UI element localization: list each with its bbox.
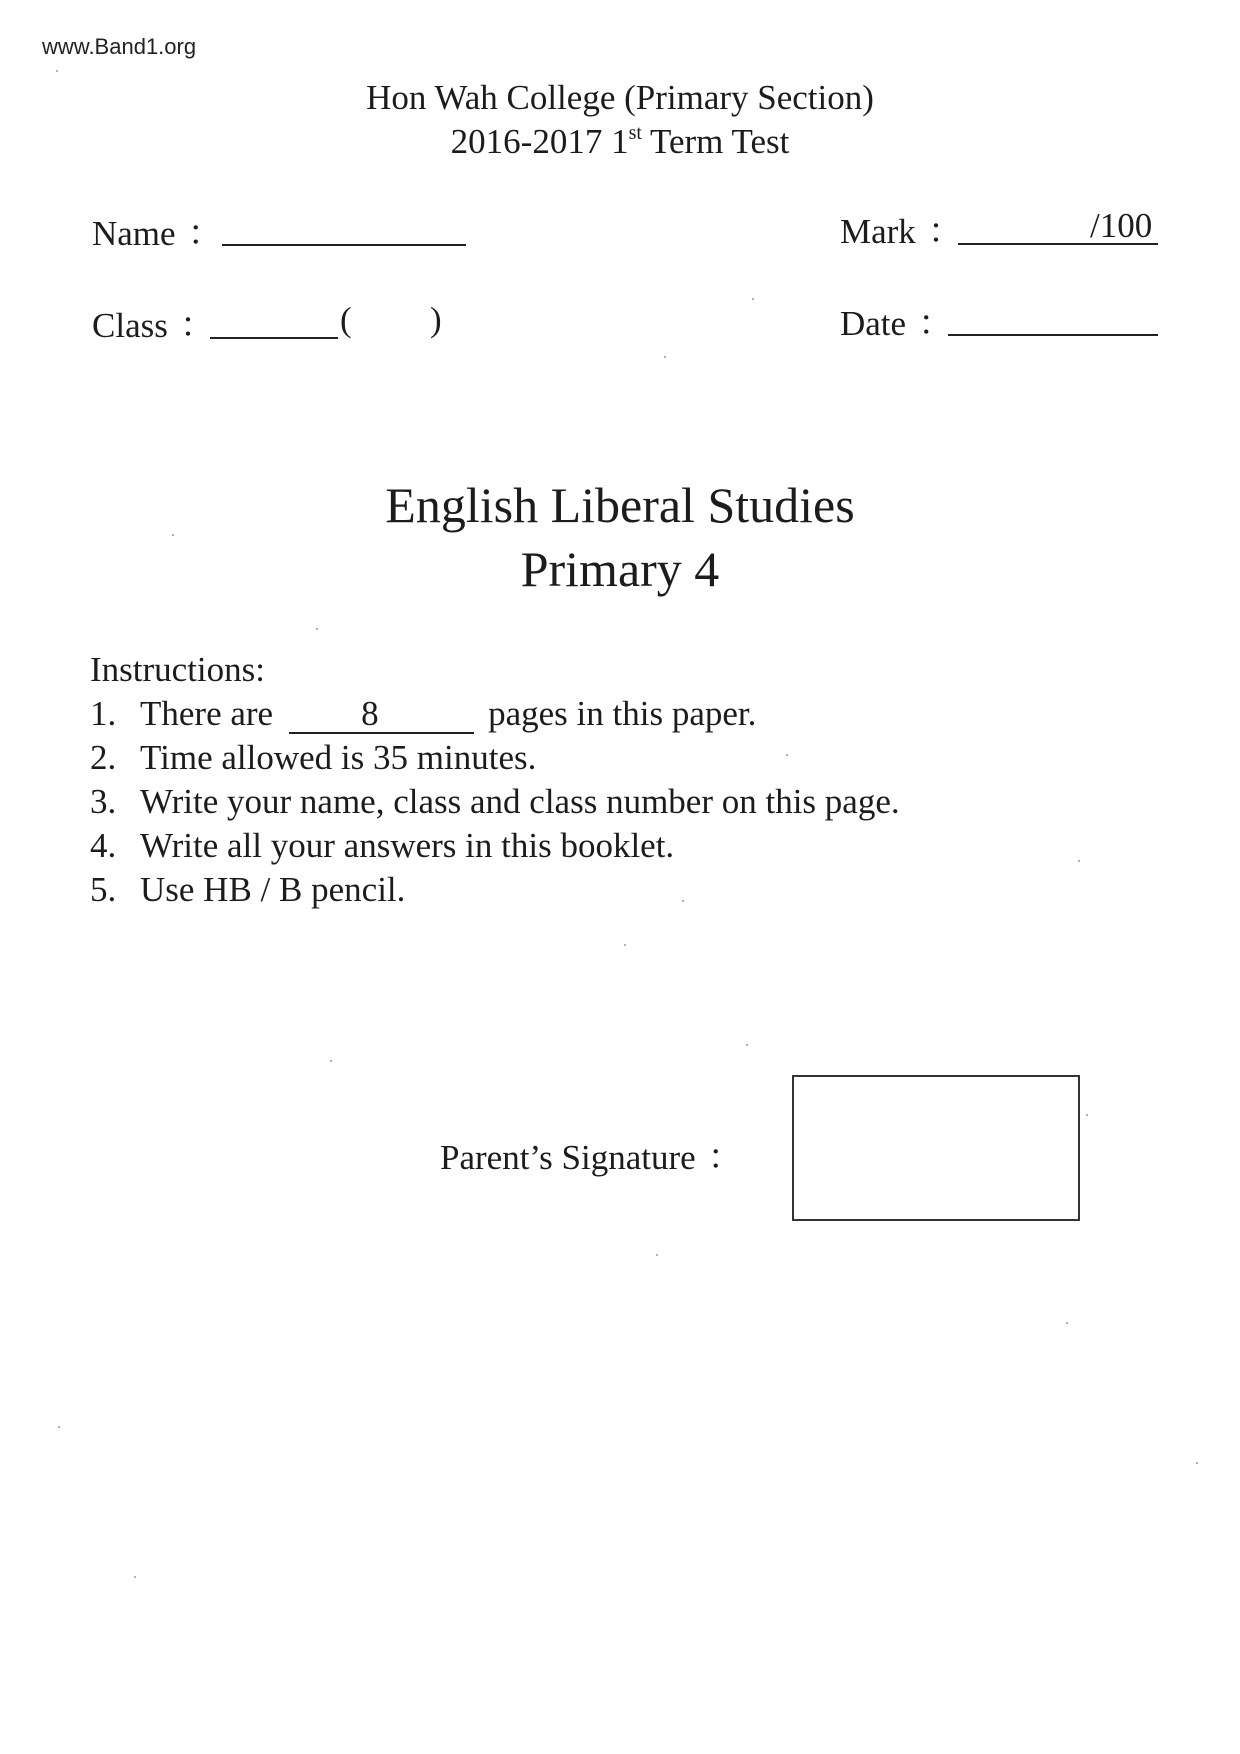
scan-speck <box>664 356 666 358</box>
term-ordinal: st <box>628 122 642 144</box>
scan-speck <box>746 1044 748 1046</box>
mark-total: /100 <box>1090 206 1153 245</box>
mark-label <box>840 204 963 254</box>
instruction-text: Write all your answers in this booklet. <box>140 826 675 865</box>
scan-speck <box>316 628 318 630</box>
scan-speck <box>134 1576 136 1578</box>
date-colon: ： <box>918 304 954 343</box>
date-input-line[interactable] <box>948 334 1158 336</box>
instruction-number: 4. <box>90 826 117 865</box>
class-number-paren-close: ) <box>430 300 442 339</box>
mark-label-text: Mark <box>840 212 916 251</box>
instruction-item <box>90 780 900 824</box>
scan-speck <box>330 1060 332 1062</box>
class-input-line[interactable] <box>210 337 338 339</box>
date-label <box>840 296 953 346</box>
parent-signature-text: Parent’s Signature <box>440 1138 696 1177</box>
parent-signature-box[interactable] <box>792 1075 1080 1221</box>
instruction-number: 3. <box>90 782 117 821</box>
term-test-title <box>0 120 1240 164</box>
name-colon: ： <box>187 214 223 253</box>
name-label <box>92 206 223 256</box>
scan-speck <box>786 754 788 756</box>
class-colon: ： <box>179 306 215 345</box>
name-label-text: Name <box>92 214 176 253</box>
instruction-item <box>90 692 900 736</box>
subject-title: English Liberal Studies <box>385 477 855 533</box>
instruction-item <box>90 824 900 868</box>
parent-signature-colon: ： <box>707 1138 743 1177</box>
instruction-text: Write your name, class and class number on this page. <box>140 782 900 821</box>
school-header <box>0 76 1240 164</box>
instructions-block <box>90 648 900 912</box>
instruction-text: There are <box>140 694 274 733</box>
instruction-number: 5. <box>90 870 117 909</box>
scan-speck <box>58 1426 60 1428</box>
level-title: Primary 4 <box>520 541 720 597</box>
instruction-text: Time allowed is 35 minutes. <box>140 738 537 777</box>
class-number-paren-open: ( <box>340 300 352 339</box>
instruction-number: 2. <box>90 738 117 777</box>
instruction-item <box>90 736 900 780</box>
term-label: Term Test <box>641 122 790 161</box>
class-label <box>92 298 215 348</box>
instruction-number: 1. <box>90 694 117 733</box>
parent-signature-label <box>440 1130 743 1180</box>
scan-speck <box>656 1254 658 1256</box>
page-count-value: 8 <box>289 696 474 734</box>
term-year: 2016-2017 1 <box>450 122 629 161</box>
instruction-item <box>90 868 900 912</box>
instruction-text: pages in this paper. <box>488 694 757 733</box>
instructions-heading: Instructions: <box>90 650 265 689</box>
scan-speck <box>1066 1322 1068 1324</box>
scan-speck <box>1086 1114 1088 1116</box>
scan-speck <box>624 944 626 946</box>
scan-speck <box>1078 860 1080 862</box>
mark-colon: ： <box>927 212 963 251</box>
watermark-url: www.Band1.org <box>42 34 197 59</box>
scan-speck <box>56 70 58 72</box>
scan-speck <box>172 534 174 536</box>
scan-speck <box>682 900 684 902</box>
name-input-line[interactable] <box>222 244 466 246</box>
instruction-text: Use HB / B pencil. <box>140 870 406 909</box>
date-label-text: Date <box>840 304 907 343</box>
scan-speck <box>752 298 754 300</box>
class-label-text: Class <box>92 306 168 345</box>
scan-speck <box>1196 1462 1198 1464</box>
school-name: Hon Wah College (Primary Section) <box>366 78 874 117</box>
